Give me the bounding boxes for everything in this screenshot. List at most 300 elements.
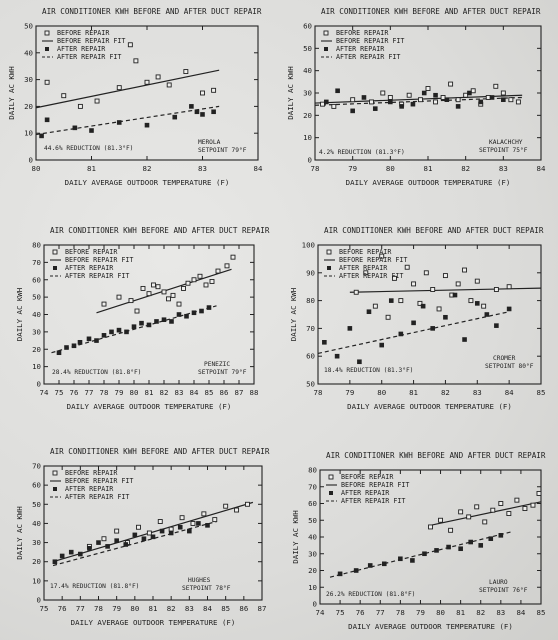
after-repair-point — [45, 118, 49, 122]
legend-label: BEFORE REPAIR FIT — [65, 256, 134, 264]
chart-title: AIR CONDITIONER KWH BEFORE AND AFTER DUCT REPAIR — [50, 447, 270, 456]
legend-label: BEFORE REPAIR FIT — [336, 37, 405, 45]
y-axis-label: DAILY AC KWH — [291, 510, 300, 564]
before-repair-point — [225, 264, 229, 268]
before-repair-point — [441, 95, 445, 99]
x-tick-label: 84 — [253, 164, 263, 173]
y-tick-label: 0 — [312, 599, 317, 609]
after-repair-point — [125, 330, 129, 334]
before-repair-point — [169, 527, 173, 531]
y-axis-label: DAILY AC KWH — [7, 66, 16, 120]
before-repair-point — [332, 104, 336, 108]
y-tick-label: 50 — [306, 379, 315, 389]
after-repair-point — [65, 346, 69, 350]
legend-label: AFTER REPAIR FIT — [57, 53, 122, 61]
before-repair-point — [483, 520, 487, 524]
after-repair-point — [206, 523, 210, 527]
after-repair-point — [133, 533, 137, 537]
legend-label: AFTER REPAIR FIT — [339, 272, 404, 280]
x-tick-label: 81 — [148, 604, 158, 613]
before-repair-point — [418, 98, 422, 102]
after-repair-point — [368, 563, 372, 567]
before-repair-point — [145, 80, 149, 84]
x-tick-label: 74 — [39, 388, 49, 397]
after-repair-point — [196, 521, 200, 525]
before-repair-point — [412, 282, 416, 286]
x-tick-label: 79 — [416, 608, 425, 617]
before-repair-point — [128, 43, 132, 47]
before-repair-point — [213, 518, 217, 522]
after-repair-point — [155, 319, 159, 323]
after-repair-point — [494, 324, 498, 328]
after-repair-point — [422, 91, 426, 95]
before-repair-point — [78, 104, 82, 108]
y-tick-label: 70 — [32, 461, 41, 471]
after-repair-point — [367, 310, 371, 314]
x-tick-label: 79 — [114, 388, 124, 397]
x-tick-label: 80 — [436, 608, 445, 617]
after-repair-point — [357, 360, 361, 364]
after-repair-point — [336, 89, 340, 93]
y-tick-label: 10 — [24, 128, 33, 138]
before-repair-point — [321, 102, 325, 106]
x-tick-label: 83 — [498, 164, 508, 173]
after-repair-fit-line — [318, 312, 509, 354]
reduction-note: 28.4% REDUCTION (81.8°F) — [52, 369, 142, 376]
x-axis-label: DAILY AVERAGE OUTDOOR TEMPERATURE (F) — [64, 178, 230, 187]
before-repair-point — [167, 297, 171, 301]
after-repair-point — [110, 330, 114, 334]
before-repair-point — [471, 89, 475, 93]
y-tick-label: 50 — [32, 499, 41, 509]
before-repair-point — [407, 93, 411, 97]
before-repair-point — [45, 80, 49, 84]
before-repair-point — [210, 279, 214, 283]
x-tick-label: 81 — [456, 608, 466, 617]
x-axis-label: DAILY AVERAGE OUTDOOR TEMPERATURE (F) — [66, 402, 232, 411]
x-tick-label: 88 — [249, 388, 259, 397]
before-repair-point — [434, 100, 438, 104]
after-repair-point — [382, 562, 386, 566]
x-axis-label: DAILY AVERAGE OUTDOOR TEMPERATURE (F) — [70, 618, 236, 627]
before-repair-point — [523, 507, 527, 511]
after-repair-point — [72, 344, 76, 348]
chart-title: AIR CONDITIONER KWH BEFORE AND AFTER DUCT REPAIR — [321, 7, 541, 16]
before-repair-point — [117, 295, 121, 299]
before-repair-point — [373, 304, 377, 308]
legend-label: BEFORE REPAIR FIT — [65, 477, 134, 485]
after-repair-point — [456, 104, 460, 108]
before-repair-point — [443, 274, 447, 278]
y-tick-label: 40 — [32, 310, 41, 319]
setpoint-note: SETPOINT 76°F — [479, 587, 528, 594]
after-repair-point — [169, 531, 173, 535]
before-repair-point — [388, 95, 392, 99]
x-tick-label: 78 — [395, 608, 405, 617]
after-repair-point — [78, 552, 82, 556]
before-repair-point — [351, 98, 355, 102]
x-tick-label: 83 — [174, 388, 184, 397]
before-repair-point — [501, 91, 505, 95]
before-repair-point — [156, 285, 160, 289]
legend-label: AFTER REPAIR FIT — [341, 497, 406, 505]
after-repair-point — [324, 100, 328, 104]
after-repair-point — [151, 535, 155, 539]
house-name-note: PENEZIC — [204, 361, 231, 368]
x-tick-label: 84 — [536, 164, 546, 173]
legend-label: BEFORE REPAIR — [65, 248, 118, 256]
x-tick-label: 83 — [472, 388, 482, 397]
x-tick-label: 74 — [315, 608, 325, 617]
y-tick-label: 60 — [308, 499, 317, 508]
after-repair-point — [185, 314, 189, 318]
before-repair-point — [486, 95, 490, 99]
chart-panel-1 — [7, 7, 263, 187]
x-tick-label: 81 — [144, 388, 154, 397]
before-repair-point — [509, 98, 513, 102]
legend-label: BEFORE REPAIR FIT — [341, 481, 410, 489]
legend-filled-square-icon — [53, 266, 57, 270]
after-repair-point — [60, 554, 64, 558]
legend-label: BEFORE REPAIR — [341, 473, 394, 481]
y-tick-label: 0 — [36, 379, 41, 389]
before-repair-point — [117, 86, 121, 90]
x-tick-label: 84 — [516, 608, 526, 617]
legend-open-square-icon — [53, 250, 57, 254]
y-tick-label: 0 — [36, 595, 41, 605]
x-tick-label: 80 — [31, 164, 41, 173]
before-repair-point — [459, 510, 463, 514]
before-repair-point — [167, 83, 171, 87]
x-tick-label: 77 — [375, 608, 385, 617]
after-repair-point — [435, 548, 439, 552]
before-repair-point — [162, 290, 166, 294]
after-repair-point — [398, 557, 402, 561]
before-repair-point — [201, 91, 205, 95]
after-repair-point — [78, 340, 82, 344]
y-tick-label: 30 — [303, 88, 312, 98]
y-tick-label: 70 — [306, 323, 315, 333]
before-repair-point — [212, 88, 216, 92]
legend-open-square-icon — [45, 31, 49, 35]
y-tick-label: 20 — [24, 101, 33, 111]
after-repair-point — [410, 558, 414, 562]
legend-label: BEFORE REPAIR — [57, 29, 110, 37]
after-repair-point — [338, 572, 342, 576]
y-tick-label: 40 — [308, 532, 317, 542]
after-repair-point — [348, 326, 352, 330]
y-tick-label: 30 — [32, 327, 41, 337]
x-tick-label: 77 — [84, 388, 94, 397]
after-repair-point — [362, 95, 366, 99]
after-repair-point — [192, 311, 196, 315]
after-repair-point — [373, 107, 377, 111]
y-tick-label: 20 — [32, 344, 41, 354]
before-repair-point — [156, 75, 160, 79]
x-tick-label: 82 — [166, 604, 176, 613]
x-tick-label: 80 — [385, 164, 395, 173]
chart-panel-3 — [15, 226, 270, 411]
x-tick-label: 75 — [39, 604, 49, 613]
after-repair-point — [162, 318, 166, 322]
after-repair-point — [40, 134, 44, 138]
y-tick-label: 50 — [24, 21, 33, 31]
y-tick-label: 80 — [308, 465, 317, 475]
chart-title: AIR CONDITIONER KWH BEFORE AND AFTER DUCT REPAIR — [42, 7, 262, 16]
before-repair-point — [507, 512, 511, 516]
chart-panel-4 — [289, 226, 545, 411]
before-repair-point — [147, 531, 151, 535]
y-tick-label: 50 — [303, 43, 312, 53]
x-tick-label: 82 — [461, 164, 471, 173]
x-tick-label: 78 — [310, 164, 320, 173]
y-tick-label: 50 — [32, 292, 41, 302]
chart-panel-2 — [286, 7, 546, 187]
x-tick-label: 79 — [348, 164, 358, 173]
before-repair-fit-line — [350, 288, 541, 292]
after-repair-point — [507, 307, 511, 311]
before-repair-point — [429, 525, 433, 529]
before-repair-point — [494, 287, 498, 291]
x-tick-label: 78 — [313, 388, 323, 397]
reduction-note: 17.4% REDUCTION (81.8°F) — [50, 583, 140, 590]
after-repair-point — [322, 340, 326, 344]
after-repair-point — [479, 543, 483, 547]
before-repair-point — [202, 512, 206, 516]
legend-filled-square-icon — [324, 47, 328, 51]
before-repair-point — [381, 91, 385, 95]
before-repair-point — [531, 503, 535, 507]
after-repair-fit-line — [36, 106, 219, 134]
after-repair-point — [124, 542, 128, 546]
after-repair-point — [467, 91, 471, 95]
reduction-note: 4.2% REDUCTION (81.3°F) — [319, 149, 405, 156]
after-repair-point — [87, 546, 91, 550]
before-repair-point — [431, 287, 435, 291]
y-tick-label: 40 — [303, 66, 312, 76]
before-repair-point — [516, 100, 520, 104]
before-repair-point — [475, 279, 479, 283]
x-tick-label: 85 — [536, 388, 546, 397]
legend-label: AFTER REPAIR — [57, 45, 106, 53]
x-tick-label: 82 — [159, 388, 169, 397]
legend-open-square-icon — [327, 250, 331, 254]
before-repair-point — [354, 290, 358, 294]
y-tick-label: 90 — [306, 268, 315, 278]
house-name-note: HUGHES — [188, 577, 211, 584]
x-tick-label: 79 — [112, 604, 122, 613]
before-repair-point — [507, 285, 511, 289]
y-tick-label: 40 — [32, 518, 41, 528]
x-tick-label: 80 — [129, 388, 139, 397]
x-tick-label: 85 — [221, 604, 231, 613]
chart-title: AIR CONDITIONER KWH BEFORE AND AFTER DUCT REPAIR — [50, 226, 270, 235]
before-repair-point — [491, 508, 495, 512]
x-tick-label: 82 — [142, 164, 152, 173]
after-repair-point — [475, 301, 479, 305]
before-repair-point — [141, 286, 145, 290]
before-repair-point — [231, 255, 235, 259]
after-repair-point — [142, 537, 146, 541]
legend-label: AFTER REPAIR — [65, 264, 114, 272]
reduction-note: 18.4% REDUCTION (81.3°F) — [324, 367, 414, 374]
before-repair-point — [537, 491, 541, 495]
after-repair-point — [459, 547, 463, 551]
after-repair-point — [489, 537, 493, 541]
x-axis-label: DAILY AVERAGE OUTDOOR TEMPERATURE (F) — [348, 622, 513, 631]
house-name-note: CROMER — [493, 355, 516, 362]
after-repair-point — [115, 539, 119, 543]
before-repair-point — [463, 268, 467, 272]
y-tick-label: 30 — [308, 549, 317, 559]
after-repair-point — [490, 95, 494, 99]
after-repair-point — [178, 525, 182, 529]
after-repair-point — [389, 299, 393, 303]
x-axis-label: DAILY AVERAGE OUTDOOR TEMPERATURE (F) — [345, 178, 511, 187]
after-repair-point — [117, 120, 121, 124]
before-repair-point — [235, 508, 239, 512]
legend-label: BEFORE REPAIR — [65, 469, 118, 477]
x-tick-label: 83 — [184, 604, 194, 613]
before-repair-point — [469, 299, 473, 303]
y-tick-label: 50 — [308, 515, 317, 525]
before-repair-point — [424, 271, 428, 275]
before-repair-point — [370, 100, 374, 104]
after-repair-point — [95, 339, 99, 343]
before-repair-point — [437, 307, 441, 311]
before-repair-point — [177, 302, 181, 306]
y-tick-label: 30 — [32, 538, 41, 548]
legend-label: AFTER REPAIR — [339, 264, 388, 272]
legend-label: AFTER REPAIR — [341, 489, 390, 497]
legend-filled-square-icon — [53, 487, 57, 491]
x-tick-label: 79 — [345, 388, 355, 397]
legend-open-square-icon — [329, 475, 333, 479]
x-tick-label: 87 — [257, 604, 267, 613]
after-repair-point — [102, 333, 106, 337]
reduction-note: 26.2% REDUCTION (81.8°F) — [326, 591, 416, 598]
before-repair-fit-line — [36, 70, 219, 108]
x-tick-label: 81 — [409, 388, 419, 397]
after-repair-point — [200, 309, 204, 313]
x-tick-label: 75 — [54, 388, 64, 397]
before-repair-point — [191, 521, 195, 525]
after-repair-point — [195, 110, 199, 114]
after-repair-point — [170, 319, 174, 323]
before-repair-point — [204, 283, 208, 287]
before-repair-point — [129, 299, 133, 303]
before-repair-point — [102, 537, 106, 541]
y-tick-label: 60 — [303, 21, 312, 31]
x-tick-label: 81 — [423, 164, 433, 173]
x-tick-label: 85 — [536, 608, 546, 617]
legend-filled-square-icon — [327, 266, 331, 270]
y-tick-label: 10 — [308, 582, 317, 592]
after-repair-point — [53, 560, 57, 564]
before-repair-point — [482, 304, 486, 308]
y-tick-label: 10 — [32, 576, 41, 586]
x-tick-label: 76 — [355, 608, 365, 617]
after-repair-point — [187, 529, 191, 533]
legend-open-square-icon — [53, 471, 57, 475]
after-repair-point — [412, 321, 416, 325]
before-repair-point — [171, 293, 175, 297]
legend-label: AFTER REPAIR FIT — [65, 272, 130, 280]
after-repair-point — [140, 321, 144, 325]
x-tick-label: 86 — [219, 388, 229, 397]
after-repair-point — [479, 100, 483, 104]
y-tick-label: 20 — [32, 557, 41, 567]
after-repair-point — [145, 123, 149, 127]
x-tick-label: 76 — [57, 604, 67, 613]
y-tick-label: 40 — [24, 48, 33, 58]
after-repair-point — [400, 104, 404, 108]
legend-filled-square-icon — [45, 47, 49, 51]
before-repair-point — [224, 504, 228, 508]
y-tick-label: 10 — [32, 362, 41, 372]
y-tick-label: 10 — [303, 133, 312, 143]
before-repair-point — [192, 278, 196, 282]
legend-label: BEFORE REPAIR FIT — [339, 256, 408, 264]
setpoint-note: SETPOINT 79°F — [198, 369, 247, 376]
before-repair-point — [405, 265, 409, 269]
after-repair-point — [69, 550, 73, 554]
before-repair-point — [136, 525, 140, 529]
after-repair-point — [434, 93, 438, 97]
y-tick-label: 80 — [32, 240, 41, 250]
x-tick-label: 75 — [335, 608, 345, 617]
x-tick-label: 77 — [75, 604, 85, 613]
after-repair-point — [147, 323, 151, 327]
y-tick-label: 20 — [303, 110, 312, 120]
after-repair-point — [189, 104, 193, 108]
after-repair-point — [132, 325, 136, 329]
x-tick-label: 84 — [504, 388, 514, 397]
before-repair-point — [216, 269, 220, 273]
x-tick-label: 83 — [198, 164, 207, 173]
after-repair-point — [422, 552, 426, 556]
house-name-note: LAURO — [489, 579, 508, 586]
before-repair-point — [515, 498, 519, 502]
before-repair-point — [182, 286, 186, 290]
x-tick-label: 80 — [377, 388, 387, 397]
after-repair-point — [90, 129, 94, 133]
legend-label: AFTER REPAIR — [336, 45, 385, 53]
before-repair-point — [439, 518, 443, 522]
after-repair-point — [173, 115, 177, 119]
chart-title: AIR CONDITIONER KWH BEFORE AND AFTER DUCT REPAIR — [324, 226, 544, 235]
before-repair-point — [198, 274, 202, 278]
y-tick-label: 60 — [306, 351, 315, 361]
y-axis-label: DAILY AC KWH — [15, 287, 24, 342]
before-repair-point — [399, 299, 403, 303]
before-repair-point — [180, 516, 184, 520]
reduction-note: 44.6% REDUCTION (81.3°F) — [44, 145, 134, 152]
before-repair-point — [152, 283, 156, 287]
house-name-note: KALACHCHY — [489, 139, 523, 146]
after-repair-point — [351, 109, 355, 113]
y-axis-label: DAILY AC KWH — [15, 506, 24, 560]
y-tick-label: 60 — [32, 275, 41, 285]
after-repair-point — [117, 328, 121, 332]
after-repair-point — [499, 533, 503, 537]
y-tick-label: 100 — [301, 240, 315, 250]
legend-filled-square-icon — [329, 491, 333, 495]
after-repair-fit-line — [53, 522, 217, 566]
after-repair-point — [501, 98, 505, 102]
setpoint-note: SETPOINT 79°F — [198, 147, 247, 154]
legend-label: BEFORE REPAIR FIT — [57, 37, 126, 45]
